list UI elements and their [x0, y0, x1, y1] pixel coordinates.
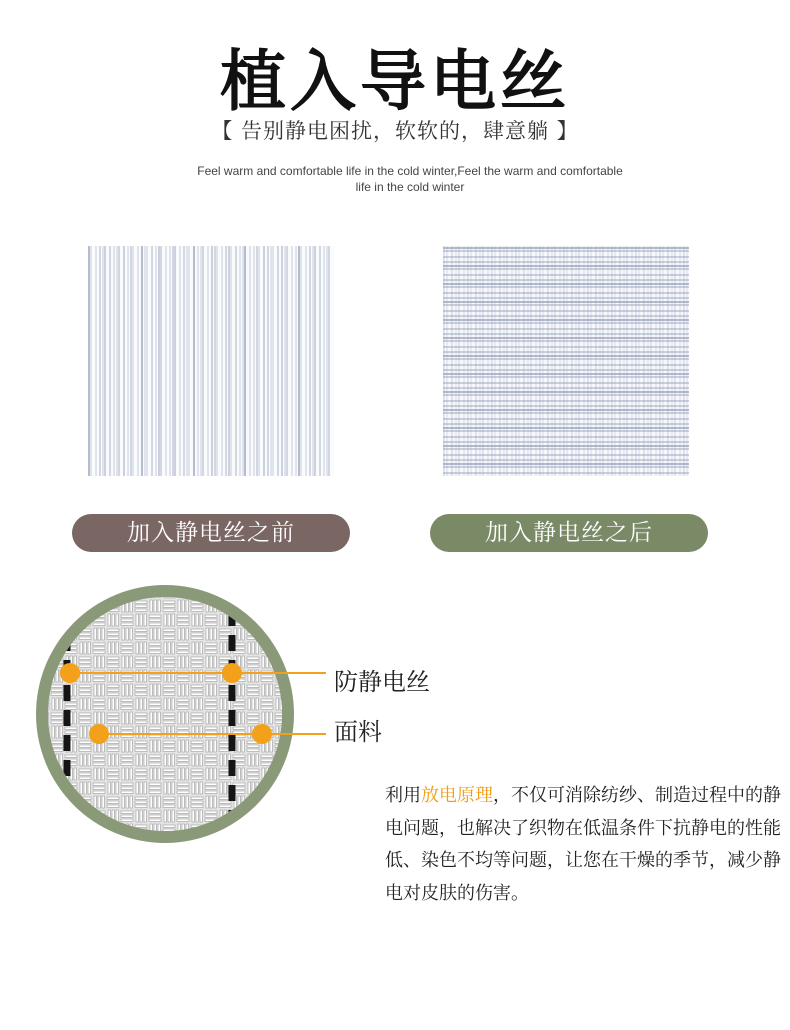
- description-rest: ，不仅可消除纺纱、制造过程中的静电问题，也解决了织物在低温条件下抗静电的性能低、染色不均等问题，让您在干燥的季节，减少静电对皮肤的伤害。: [385, 785, 781, 904]
- before-label-pill: 加入静电丝之前: [72, 514, 350, 552]
- fabric-marker-dot: [89, 724, 109, 744]
- page-subtitle: 【 告别静电困扰，软软的，肆意躺 】: [211, 119, 579, 143]
- after-label-pill: 加入静电丝之后: [430, 514, 708, 552]
- description-highlight: 放电原理: [421, 785, 493, 806]
- fabric-marker-dot: [252, 724, 272, 744]
- page-title: 植入导电丝: [220, 43, 570, 120]
- description-prefix: 利用: [385, 785, 421, 806]
- wire-callout-label: 防静电丝: [334, 668, 430, 696]
- english-tagline: Feel warm and comfortable life in the cold winter,Feel the warm and comfortable life in the cold winter: [197, 164, 623, 194]
- fabric-callout-label: 面料: [334, 718, 382, 746]
- wire-marker-dot: [60, 663, 80, 683]
- wire-marker-dot: [222, 663, 242, 683]
- description-text: [385, 780, 785, 910]
